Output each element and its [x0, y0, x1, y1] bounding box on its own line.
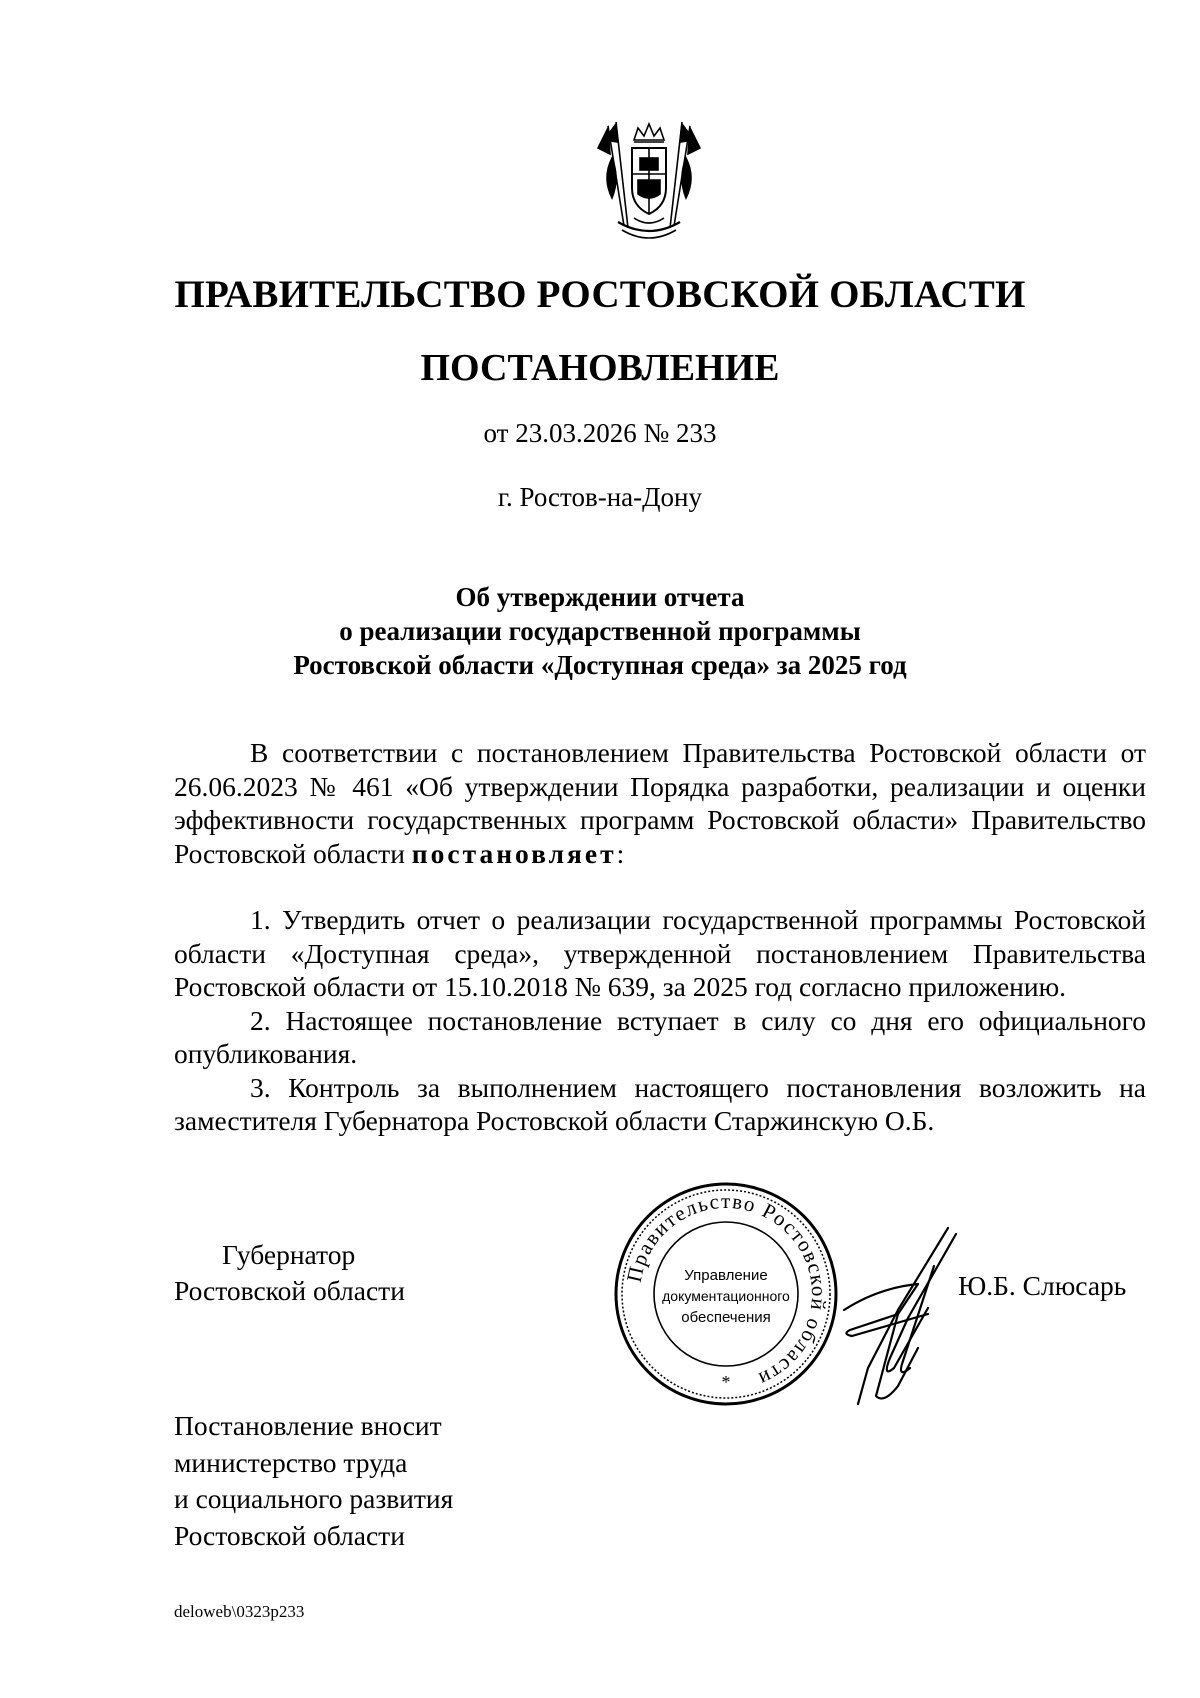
- signatory-name: Ю.Б. Слюсарь: [958, 1270, 1127, 1301]
- handwritten-signature-icon: [838, 1218, 988, 1408]
- submitter-line: министерство труда: [174, 1446, 408, 1478]
- document-type: ПОСТАНОВЛЕНИЕ: [420, 347, 780, 389]
- preamble-text: В соответствии с постановлением Правительства Ростовской области от 26.06.2023 № 461 «Об утверждении Порядка разработки, реализации и оценки эффективности государственных программ Ростовской области» Правительство Ростовской области: [174, 737, 1146, 869]
- subject-line: о реализации государственной программы: [339, 616, 861, 646]
- submitter-line: Ростовской области: [174, 1519, 405, 1551]
- document-date-number: от 23.03.2026 № 233: [483, 418, 717, 448]
- preamble: [174, 736, 1146, 870]
- subject-line: Ростовской области «Доступная среда» за 2025 год: [293, 650, 907, 680]
- signatory-title-line: Губернатор: [222, 1239, 356, 1270]
- submitter-block: [174, 1408, 453, 1554]
- preamble-keyword: постановляет: [411, 837, 617, 869]
- coat-of-arms-icon: [594, 118, 704, 248]
- organization-title: ПРАВИТЕЛЬСТВО РОСТОВСКОЙ ОБЛАСТИ: [174, 273, 1026, 316]
- preamble-suffix: :: [616, 837, 625, 869]
- subject-line: Об утверждении отчета: [455, 582, 745, 612]
- resolution-item: 1. Утвердить отчет о реализации государственной программы Ростовской области «Доступная среда», утвержденной постановлением Правительства Ростовской области от 15.10.2018 № 639, за 2025 год согласно приложению.: [174, 904, 1146, 1002]
- resolution-item: 3. Контроль за выполнением настоящего постановления возложить на заместителя Губернатора Ростовской области Старжинскую О.Б.: [174, 1071, 1146, 1136]
- signatory-title-line: Ростовской области: [174, 1275, 405, 1306]
- seal-star: *: [721, 1372, 731, 1392]
- seal-center-line: Управление: [684, 1267, 768, 1284]
- submitter-line: и социального развития: [174, 1483, 454, 1514]
- preamble-paragraph: [174, 736, 1146, 870]
- document-subject: [0, 580, 1200, 682]
- seal-center-line: обеспечения: [681, 1309, 771, 1326]
- resolution-item: 2. Настоящее постановление вступает в силу со дня его официального опубликования.: [174, 1004, 1146, 1069]
- seal-center-line: документационного: [662, 1288, 790, 1304]
- submitter-line: Постановление вносит: [174, 1410, 442, 1441]
- document-file-code: deloweb\0323p233: [174, 1602, 305, 1621]
- seal-ring-text: Правительство Ростовской области: [621, 1188, 832, 1393]
- official-seal-icon: [612, 1180, 840, 1408]
- document-city: г. Ростов-на-Дону: [497, 482, 702, 512]
- resolution-items: [174, 903, 1146, 1138]
- signatory-title: [174, 1237, 405, 1309]
